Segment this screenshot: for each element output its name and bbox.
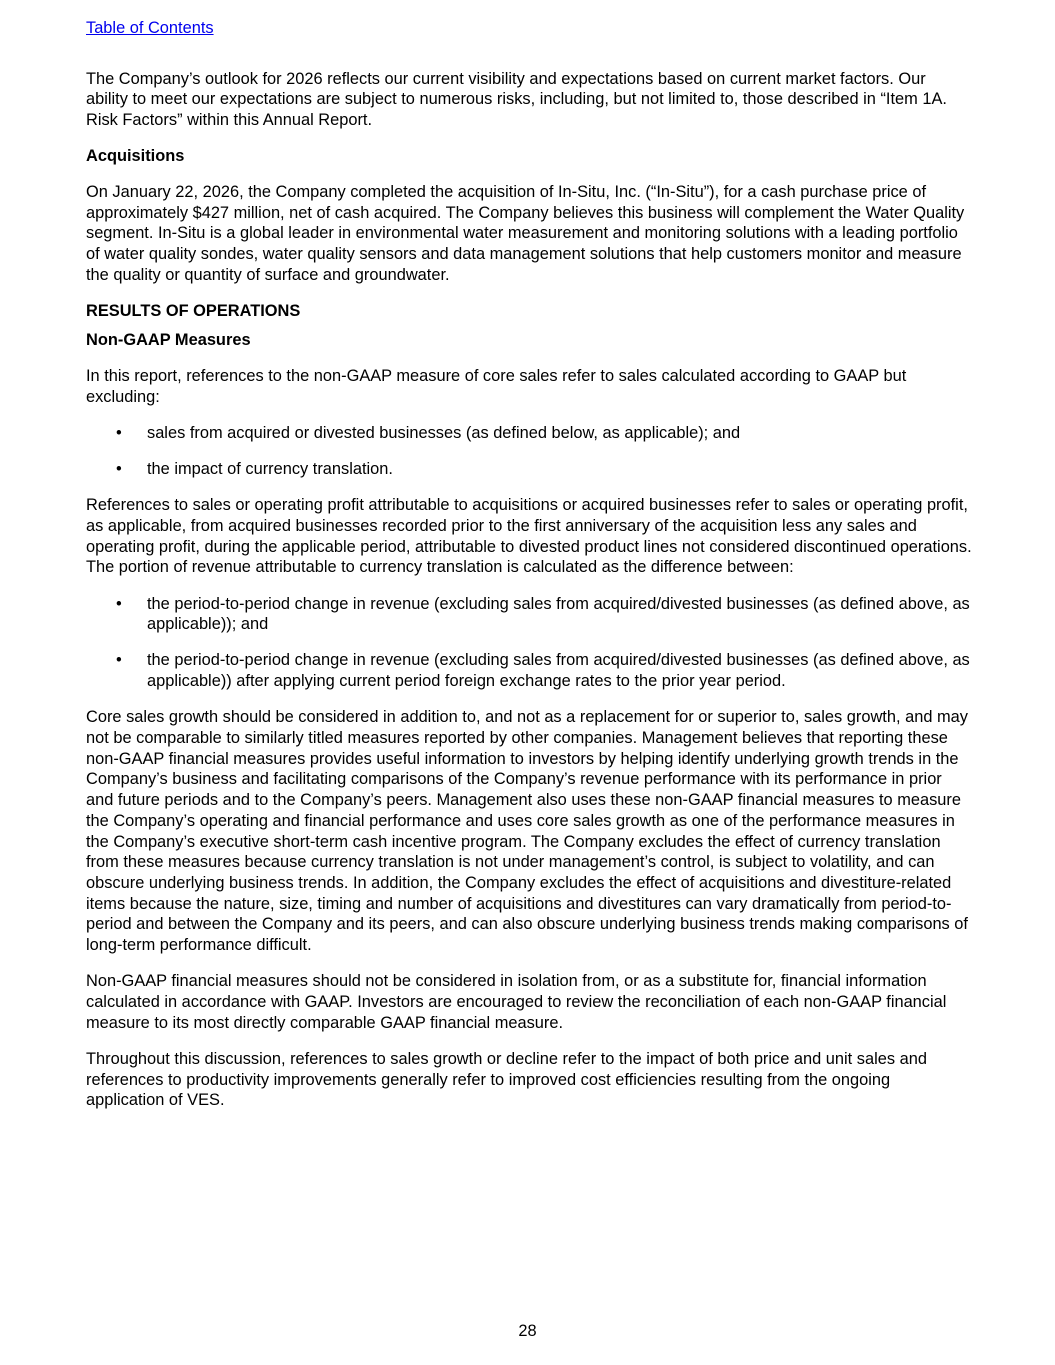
bullet-icon: • bbox=[116, 651, 122, 670]
list-item bbox=[86, 594, 972, 635]
list-item bbox=[86, 459, 972, 480]
list-item-text: the period-to-period change in revenue (excluding sales from acquired/divested businesses (as defined above, as applicable)); and bbox=[147, 594, 970, 634]
table-of-contents-link[interactable]: Table of Contents bbox=[86, 19, 214, 37]
throughout-discussion-paragraph: Throughout this discussion, references to sales growth or decline refer to the impact of both price and unit sales and references to productivity improvements generally refer to improved cost efficiencies resulting from the ongoing application of VES. bbox=[86, 1049, 927, 1110]
core-sales-exclusions-list bbox=[86, 423, 972, 480]
bullet-icon: • bbox=[116, 594, 122, 613]
core-sales-growth-paragraph: Core sales growth should be considered in addition to, and not as a replacement for or superior to, sales growth, and may not be comparable to similarly titled measures reported by other companies. Management believes that reporting these non-GAAP financial measures provides useful information to investors by helping identify underlying growth trends in the Company’s business and facilitating comparisons of the Company’s revenue performance with its performance in prior and future periods and to the Company’s peers. Management also uses these non-GAAP financial measures to measure the Company’s operating and financial performance and uses core sales growth as one of the performance measures in the Company’s executive short-term cash incentive program. The Company excludes the effect of currency translation from these measures because currency translation is not under management’s control, is subject to volatility, and can obscure underlying business trends. In addition, the Company excludes the effect of acquisitions and divestiture-related items because the nature, size, timing and number of acquisitions and divestitures can vary dramatically from period-to-period and between the Company and its peers, and can also obscure underlying business trends making comparisons of long-term performance difficult. bbox=[86, 708, 968, 955]
page-number: 28 bbox=[518, 1322, 537, 1340]
bullet-icon: • bbox=[116, 460, 122, 479]
results-of-operations-heading: RESULTS OF OPERATIONS bbox=[86, 302, 301, 321]
core-sales-intro-paragraph: In this report, references to the non-GAAP measure of core sales refer to sales calculated according to GAAP but excluding: bbox=[86, 366, 907, 406]
bullet-icon: • bbox=[116, 423, 122, 442]
outlook-paragraph: The Company’s outlook for 2026 reflects our current visibility and expectations based on current market factors. Our ability to meet our expectations are subject to numerous risks, including, but not limited to, those described in “Item 1A. Risk Factors” within this Annual Report. bbox=[86, 69, 947, 130]
acquisitions-definition-paragraph: References to sales or operating profit attributable to acquisitions or acquired businesses refer to sales or operating profit, as applicable, from acquired businesses recorded prior to the first anniversary of the acquisition less any sales and operating profit, during the applicable period, attributable to divested product lines not considered discontinued operations. The portion of revenue attributable to currency translation is calculated as the difference between: bbox=[86, 496, 972, 577]
list-item bbox=[86, 650, 972, 691]
acquisitions-paragraph: On January 22, 2026, the Company completed the acquisition of In-Situ, Inc. (“In-Situ”), for a cash purchase price of approximately $427 million, net of cash acquired. The Company believes this business will complement the Water Quality segment. In-Situ is a global leader in environmental water measurement and monitoring solutions with a leading portfolio of water quality sondes, water quality sensors and data management solutions that help customers monitor and measure the quality or quantity of surface and groundwater. bbox=[86, 183, 965, 284]
acquisitions-heading: Acquisitions bbox=[86, 147, 185, 166]
non-gaap-measures-heading: Non-GAAP Measures bbox=[86, 331, 251, 350]
list-item-text: the impact of currency translation. bbox=[147, 460, 393, 479]
currency-translation-list bbox=[86, 594, 972, 692]
document-page bbox=[86, 18, 972, 1120]
non-gaap-isolation-paragraph: Non-GAAP financial measures should not be considered in isolation from, or as a substitute for, financial information calculated in accordance with GAAP. Investors are encouraged to review the reconciliation of each non-GAAP financial measure to its most directly comparable GAAP financial measure. bbox=[86, 972, 947, 1032]
list-item bbox=[86, 423, 972, 444]
list-item-text: the period-to-period change in revenue (excluding sales from acquired/divested businesses (as defined above, as applicable)) after applying current period foreign exchange rates to the prior year period. bbox=[147, 651, 970, 691]
list-item-text: sales from acquired or divested businesses (as defined below, as applicable); and bbox=[147, 423, 741, 442]
